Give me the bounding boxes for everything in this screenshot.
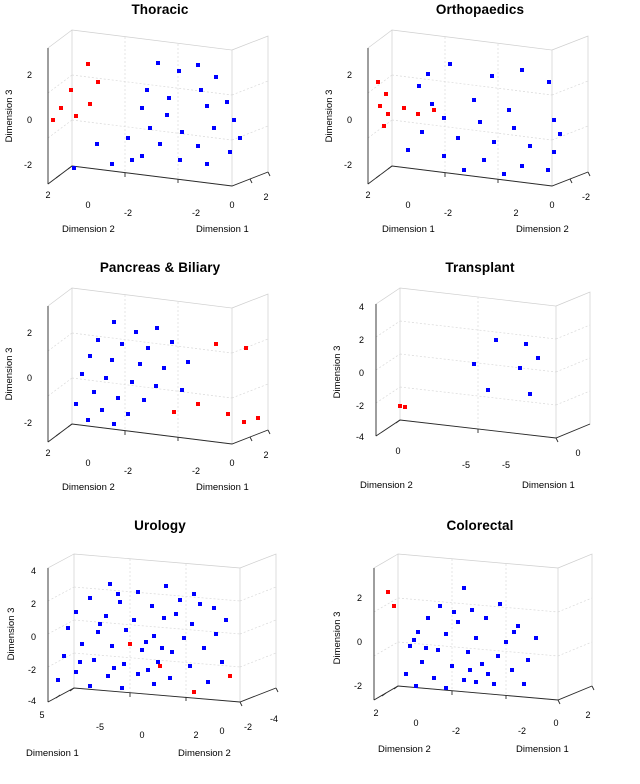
data-points [56,582,232,694]
svg-text:Dimension 2: Dimension 2 [178,748,231,759]
scatter3d-orthopaedics [320,18,640,256]
plot-area [320,18,640,256]
svg-text:0: 0 [26,115,32,125]
svg-text:-2: -2 [191,466,201,476]
svg-text:-2: -2 [353,681,362,691]
scatter3d-transplant [320,276,640,514]
svg-text:0: 0 [405,200,411,210]
svg-text:-5: -5 [501,460,511,470]
svg-text:-2: -2 [23,418,32,428]
svg-text:2: 2 [26,328,32,338]
svg-text:4: 4 [30,566,36,576]
svg-text:4: 4 [358,302,364,312]
svg-text:Dimension 1: Dimension 1 [196,224,249,235]
panel-title: Colorectal [446,518,514,533]
svg-text:-2: -2 [243,722,253,732]
svg-text:Dimension 3: Dimension 3 [6,607,17,661]
svg-text:0: 0 [549,200,555,210]
svg-text:-2: -2 [517,726,527,736]
data-points [376,62,562,176]
svg-text:0: 0 [413,718,419,728]
svg-text:-4: -4 [355,432,364,442]
svg-text:5: 5 [39,710,45,720]
svg-text:-2: -2 [23,160,32,170]
svg-text:Dimension 3: Dimension 3 [332,345,343,399]
plot-area [0,18,320,256]
svg-text:Dimension 2: Dimension 2 [62,224,115,235]
panel-thoracic [0,0,320,258]
plot-area [0,534,320,772]
svg-text:Dimension 3: Dimension 3 [332,611,343,665]
panel-orthopaedics [320,0,640,258]
svg-text:0: 0 [395,446,401,456]
svg-text:Dimension 1: Dimension 1 [516,744,569,755]
svg-text:0: 0 [26,373,32,383]
panel-title: Transplant [445,260,515,275]
svg-text:Dimension 1: Dimension 1 [522,480,575,491]
svg-text:0: 0 [358,368,364,378]
svg-text:Dimension 1: Dimension 1 [196,482,249,493]
svg-text:-5: -5 [95,722,105,732]
svg-text:2: 2 [358,335,364,345]
svg-text:2: 2 [356,593,362,603]
svg-text:-2: -2 [27,665,36,675]
plot-area [320,534,640,772]
svg-text:2: 2 [585,710,591,720]
svg-text:0: 0 [219,726,225,736]
svg-text:-2: -2 [123,208,133,218]
scatter3d-urology [0,534,320,784]
svg-text:2: 2 [193,730,199,740]
panel-title: Urology [134,518,186,533]
panel-title: Pancreas & Biliary [99,260,221,275]
scatter3d-pancreas [0,276,320,514]
svg-text:-2: -2 [123,466,133,476]
svg-text:0: 0 [139,730,145,740]
svg-text:-2: -2 [355,401,364,411]
svg-text:2: 2 [45,448,51,458]
svg-text:0: 0 [553,718,559,728]
svg-text:0: 0 [356,637,362,647]
panel-pancreas-biliary [0,258,320,516]
svg-text:Dimension 3: Dimension 3 [4,89,15,143]
svg-text:0: 0 [85,200,91,210]
svg-text:2: 2 [346,70,352,80]
panel-transplant [320,258,640,516]
svg-text:-2: -2 [451,726,461,736]
svg-text:2: 2 [365,190,371,200]
svg-text:2: 2 [45,190,51,200]
svg-text:0: 0 [575,448,581,458]
plot-area [320,276,640,514]
svg-text:Dimension 1: Dimension 1 [382,224,435,235]
svg-text:0: 0 [229,458,235,468]
svg-text:0: 0 [30,632,36,642]
svg-text:2: 2 [263,192,269,202]
data-points [398,338,540,409]
svg-text:-2: -2 [343,160,352,170]
svg-text:-2: -2 [191,208,201,218]
svg-text:2: 2 [263,450,269,460]
scatter3d-colorectal [320,534,640,784]
panel-urology [0,516,320,774]
svg-text:Dimension 2: Dimension 2 [378,744,431,755]
panel-title: Thoracic [131,2,189,17]
panel-colorectal [320,516,640,774]
svg-text:-5: -5 [461,460,471,470]
data-points [51,61,242,170]
svg-text:2: 2 [26,70,32,80]
svg-text:-2: -2 [581,192,591,202]
plot-area [0,276,320,514]
svg-text:-4: -4 [269,714,279,724]
svg-text:Dimension 2: Dimension 2 [360,480,413,491]
svg-text:Dimension 2: Dimension 2 [62,482,115,493]
svg-text:Dimension 2: Dimension 2 [516,224,569,235]
svg-text:Dimension 3: Dimension 3 [4,347,15,401]
data-points [386,586,538,690]
svg-text:2: 2 [30,599,36,609]
svg-text:0: 0 [346,115,352,125]
panel-title: Orthopaedics [435,2,525,17]
svg-text:Dimension 1: Dimension 1 [26,748,79,759]
svg-text:2: 2 [373,708,379,718]
svg-text:0: 0 [85,458,91,468]
svg-text:2: 2 [513,208,519,218]
svg-text:0: 0 [229,200,235,210]
scatter3d-thoracic [0,18,320,256]
svg-text:-4: -4 [27,696,36,706]
svg-text:-2: -2 [443,208,453,218]
svg-text:Dimension 3: Dimension 3 [324,89,335,143]
